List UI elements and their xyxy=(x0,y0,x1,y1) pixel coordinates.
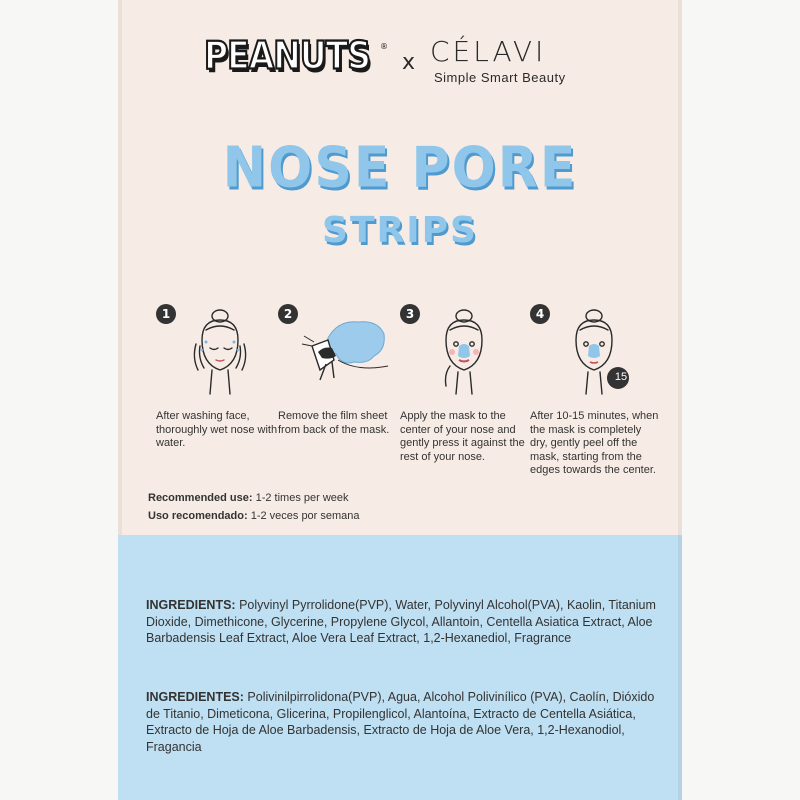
step-text: Remove the film sheet from back of the mask. xyxy=(278,410,390,436)
timer-badge: 15 xyxy=(614,371,628,383)
recommended-use-en xyxy=(148,492,349,504)
brand-row xyxy=(118,30,682,90)
recommended-value-es: 1-2 veces por semana xyxy=(247,510,360,522)
recommended-label-en: Recommended use: xyxy=(148,492,253,504)
step-text: After washing face, thoroughly wet nose with water. xyxy=(156,410,278,449)
product-card xyxy=(118,0,682,800)
washing-face-icon xyxy=(176,300,266,400)
step-number: 4 xyxy=(530,304,550,324)
step-text: Apply the mask to the center of your nose and gently press it against the rest of your nose. xyxy=(400,410,525,463)
celavi-logo: CÉLAVI xyxy=(430,35,547,68)
ingredients-es xyxy=(146,689,666,755)
ingredients-en xyxy=(146,597,666,647)
ingredients-label-es: INGREDIENTES: xyxy=(146,690,244,704)
collab-x: x xyxy=(402,50,416,75)
ingredients-text-en: Polyvinyl Pyrrolidone(PVP), Water, Polyvinyl Alcohol(PVA), Kaolin, Titanium Dioxide, Dimethicone, Glycerine, Propylene Glycol, Allantoin, Centella Asiatica Extract, Aloe Barbadensis Leaf Extract, Aloe Vera Leaf Extract, 1,2-Hexanediol, Fragrance xyxy=(146,598,656,645)
product-title-line1: NOSE PORE xyxy=(222,135,578,201)
peel-mask-icon xyxy=(550,300,640,400)
ingredients-label-en: INGREDIENTS: xyxy=(146,598,236,612)
film-sheet-icon xyxy=(298,300,408,400)
brand-tagline: Simple Smart Beauty xyxy=(434,70,566,85)
step-number: 2 xyxy=(278,304,298,324)
ingredients-text-es: Polivinilpirrolidona(PVP), Agua, Alcohol Polivinílico (PVA), Caolín, Dióxido de Titanio, Dimeticona, Glicerina, Propilenglicol, Alantoína, Extracto de Centella Asiática, Extracto de Hoja de Aloe Barbadensis, Extracto de Hoja de Aloe Vera, 1,2-Hexanodiol, Fragancia xyxy=(146,690,655,754)
product-title-line2: STRIPS xyxy=(322,210,478,251)
registered-mark: ® xyxy=(380,42,388,51)
peanuts-logo: PEANUTS xyxy=(204,33,370,78)
step-number: 1 xyxy=(156,304,176,324)
step-text: After 10-15 minutes, when the mask is completely dry, gently peel off the mask, starting from the edges towards the center. xyxy=(530,410,659,476)
apply-mask-icon xyxy=(420,300,510,400)
recommended-use-es xyxy=(148,510,360,522)
step-number: 3 xyxy=(400,304,420,324)
recommended-label-es: Uso recomendado: xyxy=(148,510,248,522)
ingredients-panel xyxy=(118,535,682,800)
recommended-value-en: 1-2 times per week xyxy=(252,492,349,504)
